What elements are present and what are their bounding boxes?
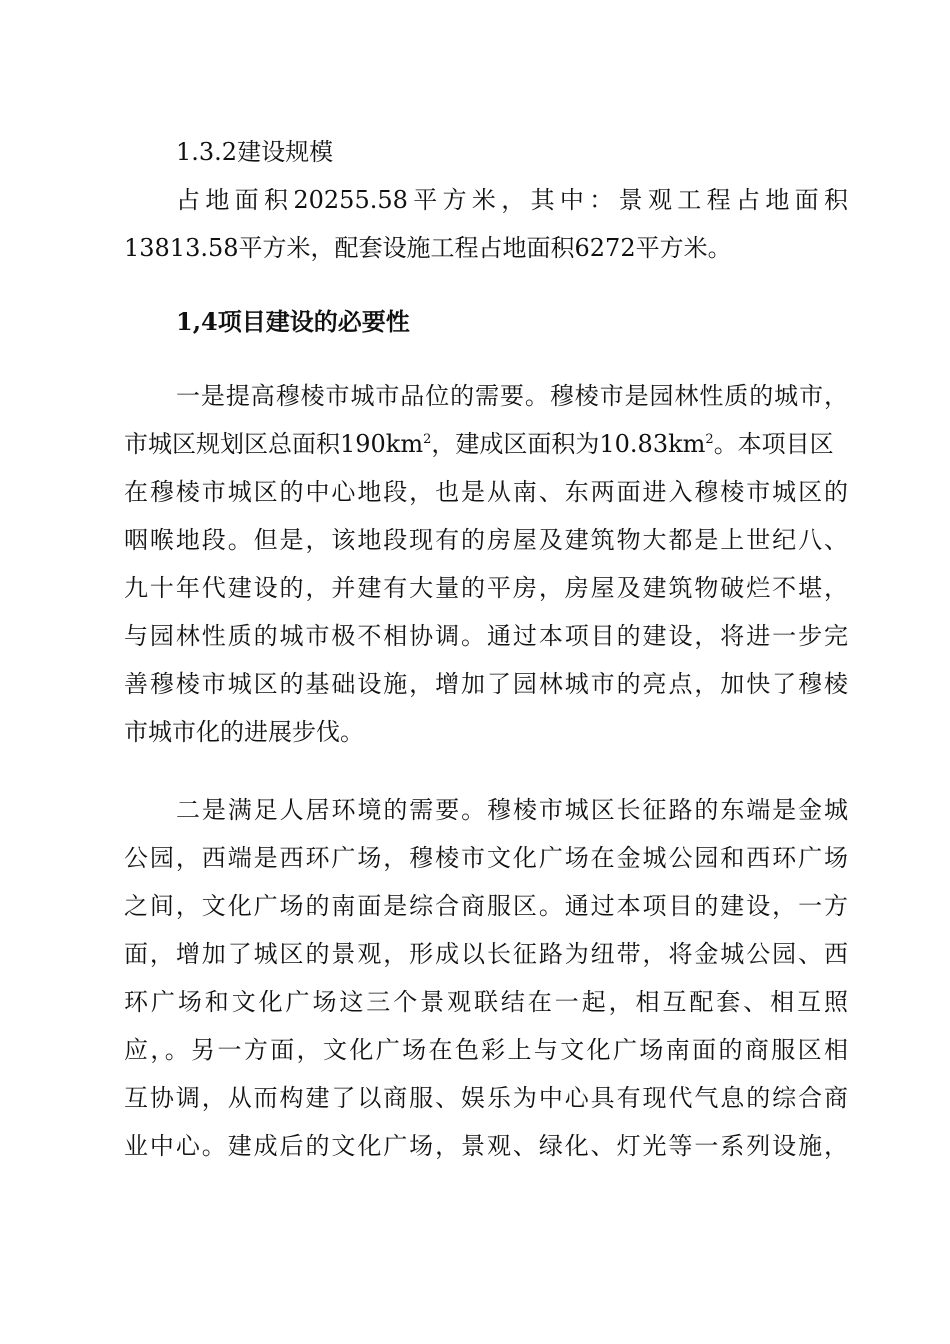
paragraph-1-line-6: 与园林性质的城市极不相协调。通过本项目的建设，将进一步完	[124, 622, 848, 650]
paragraph-2-line-2: 公园，西端是西环广场，穆棱市文化广场在金城公园和西环广场	[124, 844, 848, 872]
superscript-two: 2	[423, 432, 432, 447]
paragraph-1-line-1: 一是提高穆棱市城市品位的需要。穆棱市是园林性质的城市，	[176, 382, 848, 410]
paragraph-1-line-7: 善穆棱市城区的基础设施，增加了园林城市的亮点，加快了穆棱	[124, 670, 848, 698]
paragraph-1-line-3: 在穆棱市城区的中心地段，也是从南、东两面进入穆棱市城区的	[124, 478, 848, 506]
paragraph-2-line-8: 业中心。建成后的文化广场，景观、绿化、灯光等一系列设施，	[124, 1132, 848, 1160]
paragraph-1-line-5: 九十年代建设的，并建有大量的平房，房屋及建筑物破烂不堪，	[124, 574, 848, 602]
project-area-text: 。本项目区	[713, 430, 834, 458]
paragraph-2-line-4: 面，增加了城区的景观，形成以长征路为纽带，将金城公园、西	[124, 940, 848, 968]
paragraph-2-line-5: 环广场和文化广场这三个景观联结在一起，相互配套、相互照	[124, 988, 848, 1016]
paragraph-1-line-4: 咽喉地段。但是，该地段现有的房屋及建筑物大都是上世纪八、	[124, 526, 848, 554]
section-title-1-3-2: 1.3.2建设规模	[176, 138, 334, 166]
scale-line-1: 占地面积20255.58平方米，其中：景观工程占地面积	[176, 186, 848, 214]
paragraph-2-line-3: 之间，文化广场的南面是综合商服区。通过本项目的建设，一方	[124, 892, 848, 920]
section-title-1-4: 1,4项目建设的必要性	[176, 307, 410, 336]
paragraph-2-line-1: 二是满足人居环境的需要。穆棱市城区长征路的东端是金城	[176, 796, 848, 824]
paragraph-2-line-6: 应，。另一方面，文化广场在色彩上与文化广场南面的商服区相	[124, 1036, 848, 1064]
superscript-two: 2	[705, 432, 714, 447]
scale-line-2: 13813.58平方米，配套设施工程占地面积6272平方米。	[124, 234, 732, 262]
paragraph-1-line-2	[124, 424, 834, 464]
area-total-text: 市城区规划区总面积190km	[124, 430, 424, 458]
paragraph-1-line-8: 市城市化的进展步伐。	[124, 718, 364, 746]
area-built-text: ，建成区面积为10.83km	[431, 430, 706, 458]
paragraph-2-line-7: 互协调，从而构建了以商服、娱乐为中心具有现代气息的综合商	[124, 1084, 848, 1112]
